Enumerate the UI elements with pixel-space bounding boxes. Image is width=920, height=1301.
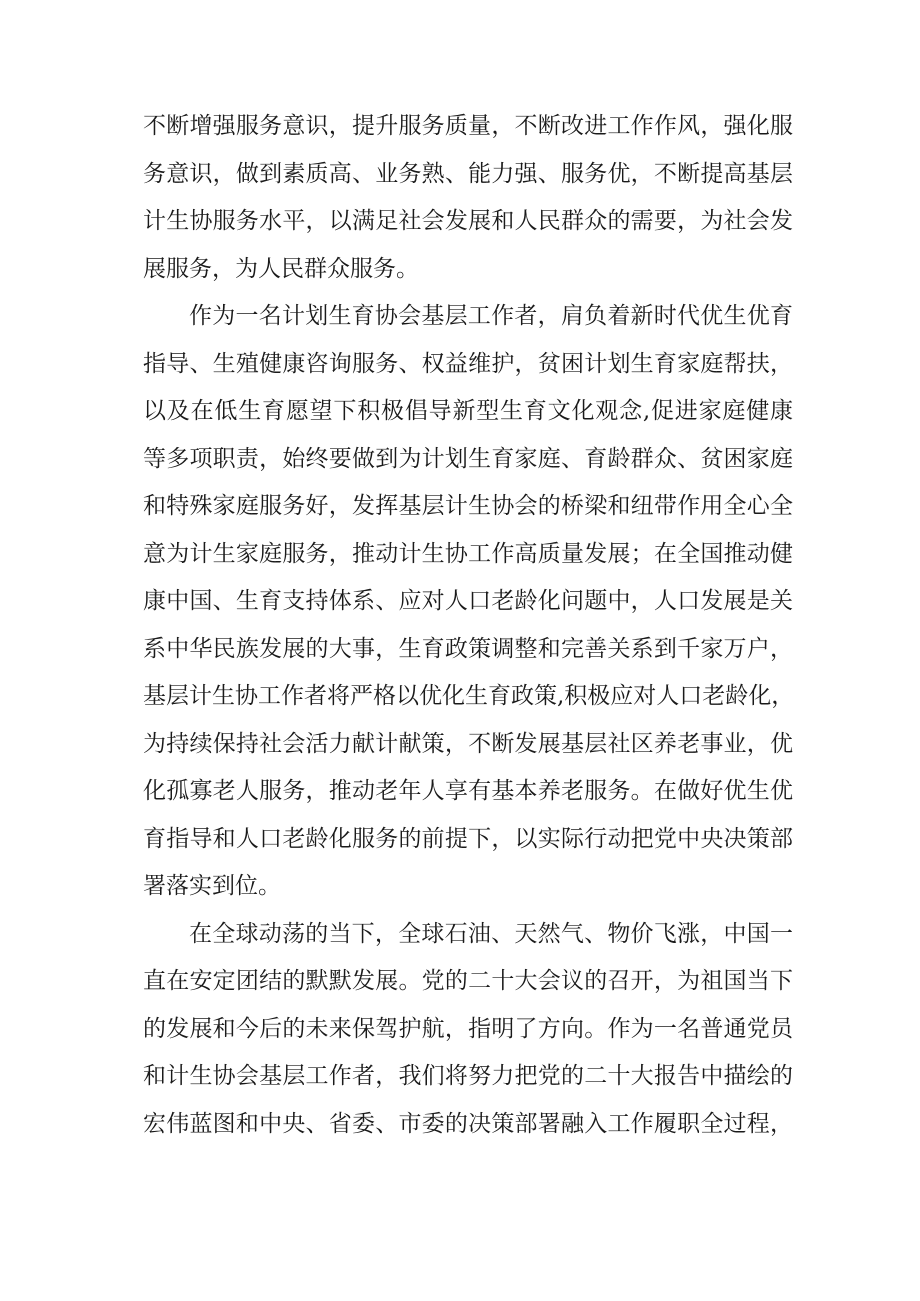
text-line: 的发展和今后的未来保驾护航，指明了方向。作为一名普通党员	[143, 1015, 793, 1042]
text-line: 作为一名计划生育协会基层工作者，肩负着新时代优生优育	[189, 303, 793, 329]
text-line: 等多项职责，始终要做到为计划生育家庭、育龄群众、贫困家庭	[143, 445, 793, 472]
text-line: 康中国、生育支持体系、应对人口老龄化问题中，人口发展是关	[143, 588, 793, 614]
paragraph-1	[143, 103, 793, 293]
text-line: 署落实到位。	[143, 873, 281, 899]
paragraph-3	[143, 911, 793, 1149]
paragraph-2	[143, 293, 793, 911]
text-line: 务意识，做到素质高、业务熟、能力强、服务优，不断提高基层	[143, 160, 793, 187]
text-line: 不断增强服务意识，提升服务质量，不断改进工作作风，强化服	[143, 113, 793, 139]
text-line: 化孤寡老人服务，推动老年人享有基本养老服务。在做好优生优	[143, 778, 793, 804]
text-line: 计生协服务水平，以满足社会发展和人民群众的需要，为社会发	[143, 208, 793, 234]
text-line: 为持续保持社会活力献计献策，不断发展基层社区养老事业，优	[143, 730, 793, 757]
text-line: 和特殊家庭服务好，发挥基层计生协会的桥梁和纽带作用全心全	[143, 493, 793, 519]
text-line: 直在安定团结的默默发展。党的二十大会议的召开，为祖国当下	[143, 968, 793, 994]
text-line: 以及在低生育愿望下积极倡导新型生育文化观念,促进家庭健康	[143, 398, 793, 424]
text-line: 育指导和人口老龄化服务的前提下，以实际行动把党中央决策部	[143, 825, 793, 852]
text-line: 基层计生协工作者将严格以优化生育政策,积极应对人口老龄化，	[143, 683, 795, 709]
text-line: 和计生协会基层工作者，我们将努力把党的二十大报告中描绘的	[143, 1063, 793, 1089]
document-body	[143, 103, 793, 1148]
text-line: 展服务，为人民群众服务。	[143, 255, 419, 282]
text-line: 意为计生家庭服务，推动计生协工作高质量发展；在全国推动健	[143, 540, 793, 567]
text-line: 宏伟蓝图和中央、省委、市委的决策部署融入工作履职全过程，	[143, 1110, 793, 1137]
text-line: 系中华民族发展的大事，生育政策调整和完善关系到千家万户，	[143, 635, 793, 662]
text-line: 在全球动荡的当下，全球石油、天然气、物价飞涨，中国一	[189, 920, 793, 947]
text-line: 指导、生殖健康咨询服务、权益维护，贫困计划生育家庭帮扶，	[143, 350, 793, 377]
